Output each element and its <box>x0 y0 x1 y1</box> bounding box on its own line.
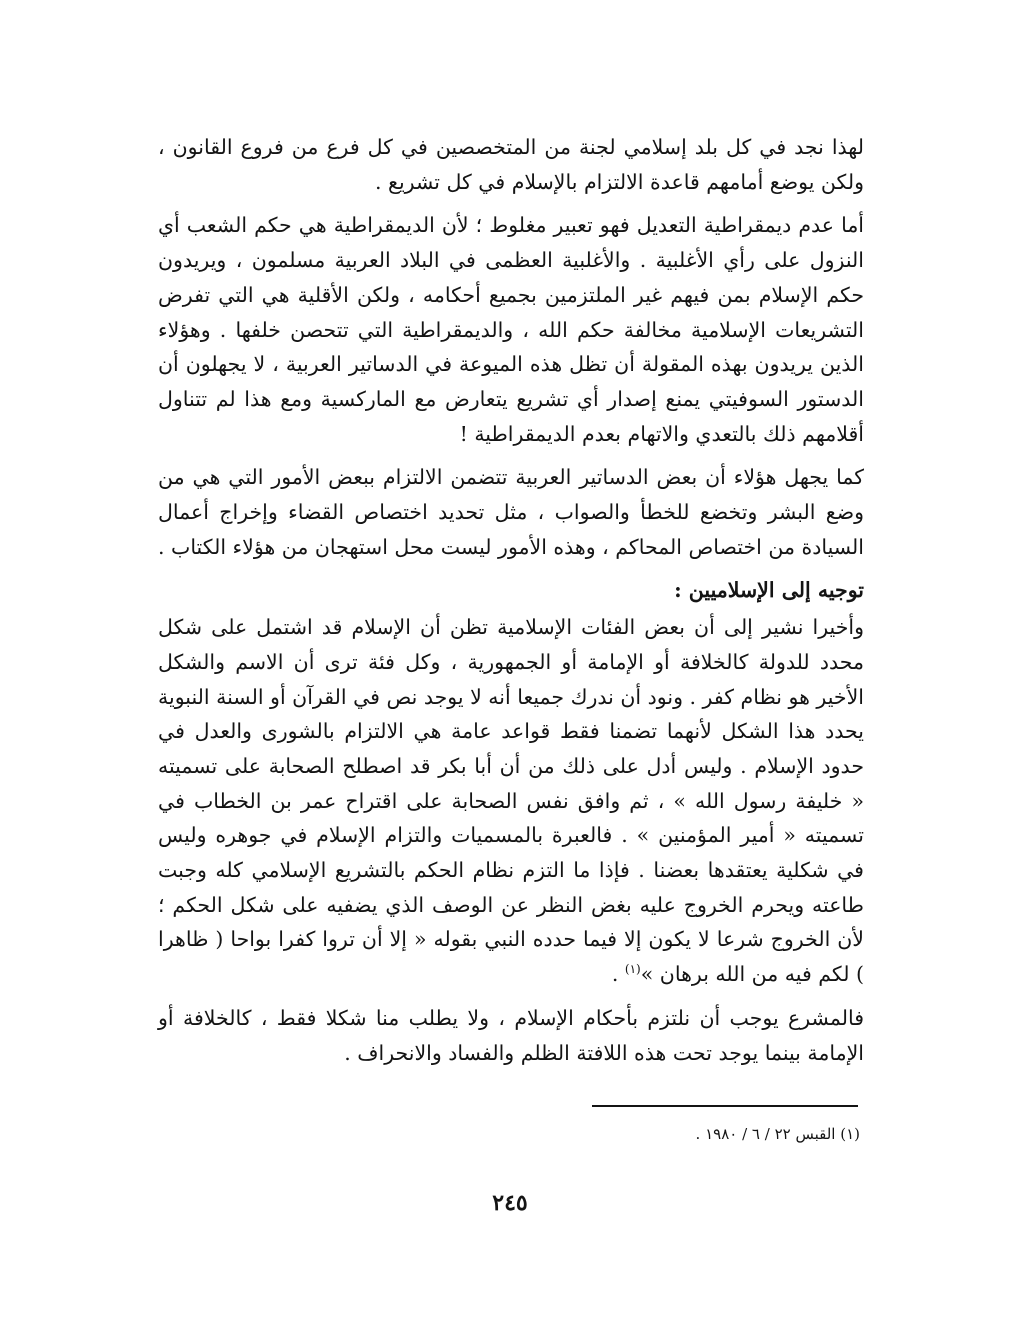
paragraph-democracy-argument: أما عدم ديمقراطية التعديل فهو تعبير مغلوط ؛ لأن الديمقراطية هي حكم الشعب أي النزول على رأي الأغلبية . والأغلبية العظمى في البلاد العربية مسلمون ، ويريدون حكم الإسلام بمن فيهم غير الملتزمين بجميع أحكامه ، ولكن الأقلية هي التي تفرض التشريعات الإسلامية مخالفة حكم الله ، والديمقراطية التي تتحصن خلفها . وهؤلاء الذين يريدون بهذه المقولة أن تظل هذه الميوعة في الدساتير العربية ، لا يجهلون أن الدستور السوفيتي يمنع إصدار أي تشريع يتعارض مع الماركسية ومع هذا لم تتناول أقلامهم ذلك بالتعدي والاتهام بعدم الديمقراطية ! <box>158 213 864 446</box>
paragraph-legislation-committees: لهذا نجد في كل بلد إسلامي لجنة من المتخصصين في كل فرع من فروع القانون ، ولكن يوضع أمامهم قاعدة الالتزام بالإسلام في كل تشريع . <box>158 135 864 194</box>
paragraph-guidance <box>158 610 864 992</box>
paragraph-constitutions: كما يجهل هؤلاء أن بعض الدساتير العربية تتضمن الالتزام ببعض الأمور التي هي من وضع البشر وتخضع للخطأ والصواب ، مثل تحديد اختصاص القضاء وإخراج أعمال السيادة من اختصاص المحاكم ، وهذه الأمور ليست محل استهجان من هؤلاء الكتاب . <box>157 465 864 559</box>
guidance-text: وأخيرا نشير إلى أن بعض الفئات الإسلامية تظن أن الإسلام قد اشتمل على شكل محدد للدولة كالخلافة أو الإمامة أو الجمهورية ، وكل فئة ترى أن الاسم والشكل الأخير هو نظام كفر . ونود أن ندرك جميعا أنه لا يوجد نص في القرآن أو السنة النبوية يحدد هذا الشكل لأنهما تضمنا فقط قواعد عامة هي الالتزام بالشورى والعدل في حدود الإسلام . وليس أدل على ذلك من أن أبا بكر قد اصطلح الصحابة على تسميته « خليفة رسول الله » ، ثم وافق نفس الصحابة على اقتراح عمر بن الخطاب في تسميته « أمير المؤمنين » . فالعبرة بالمسميات والتزام الإسلام في جوهره وليس في شكلية يعتقدها بعضنا . فإذا ما التزم نظام الحكم بالتشريع الإسلامي كله وجبت طاعته ويحرم الخروج عليه بغض النظر عن الوصف الذي يضفيه على شكل الحكم ؛ لأن الخروج شرعا لا يكون إلا فيما حدده النبي بقوله « إلا أن تروا كفرا بواحا ( ظاهرا ) لكم فيه من الله برهان » <box>158 615 864 987</box>
section-heading: توجيه إلى الإسلاميين : <box>674 578 864 603</box>
footnote-divider <box>592 1105 858 1107</box>
page-number: ٢٤٥ <box>492 1190 528 1216</box>
guidance-text-end: . <box>611 962 625 987</box>
paragraph-closing: فالمشرع يوجب أن نلتزم بأحكام الإسلام ، ولا يطلب منا شكلا فقط ، كالخلافة أو الإمامة بينما يوجد تحت هذه اللافتة الظلم والفساد والانحراف . <box>158 1005 864 1065</box>
page-body <box>158 130 864 1070</box>
footnote: (١) القبس ٢٢ / ٦ / ١٩٨٠ . <box>695 1125 860 1143</box>
footnote-reference: (١) <box>624 962 641 977</box>
